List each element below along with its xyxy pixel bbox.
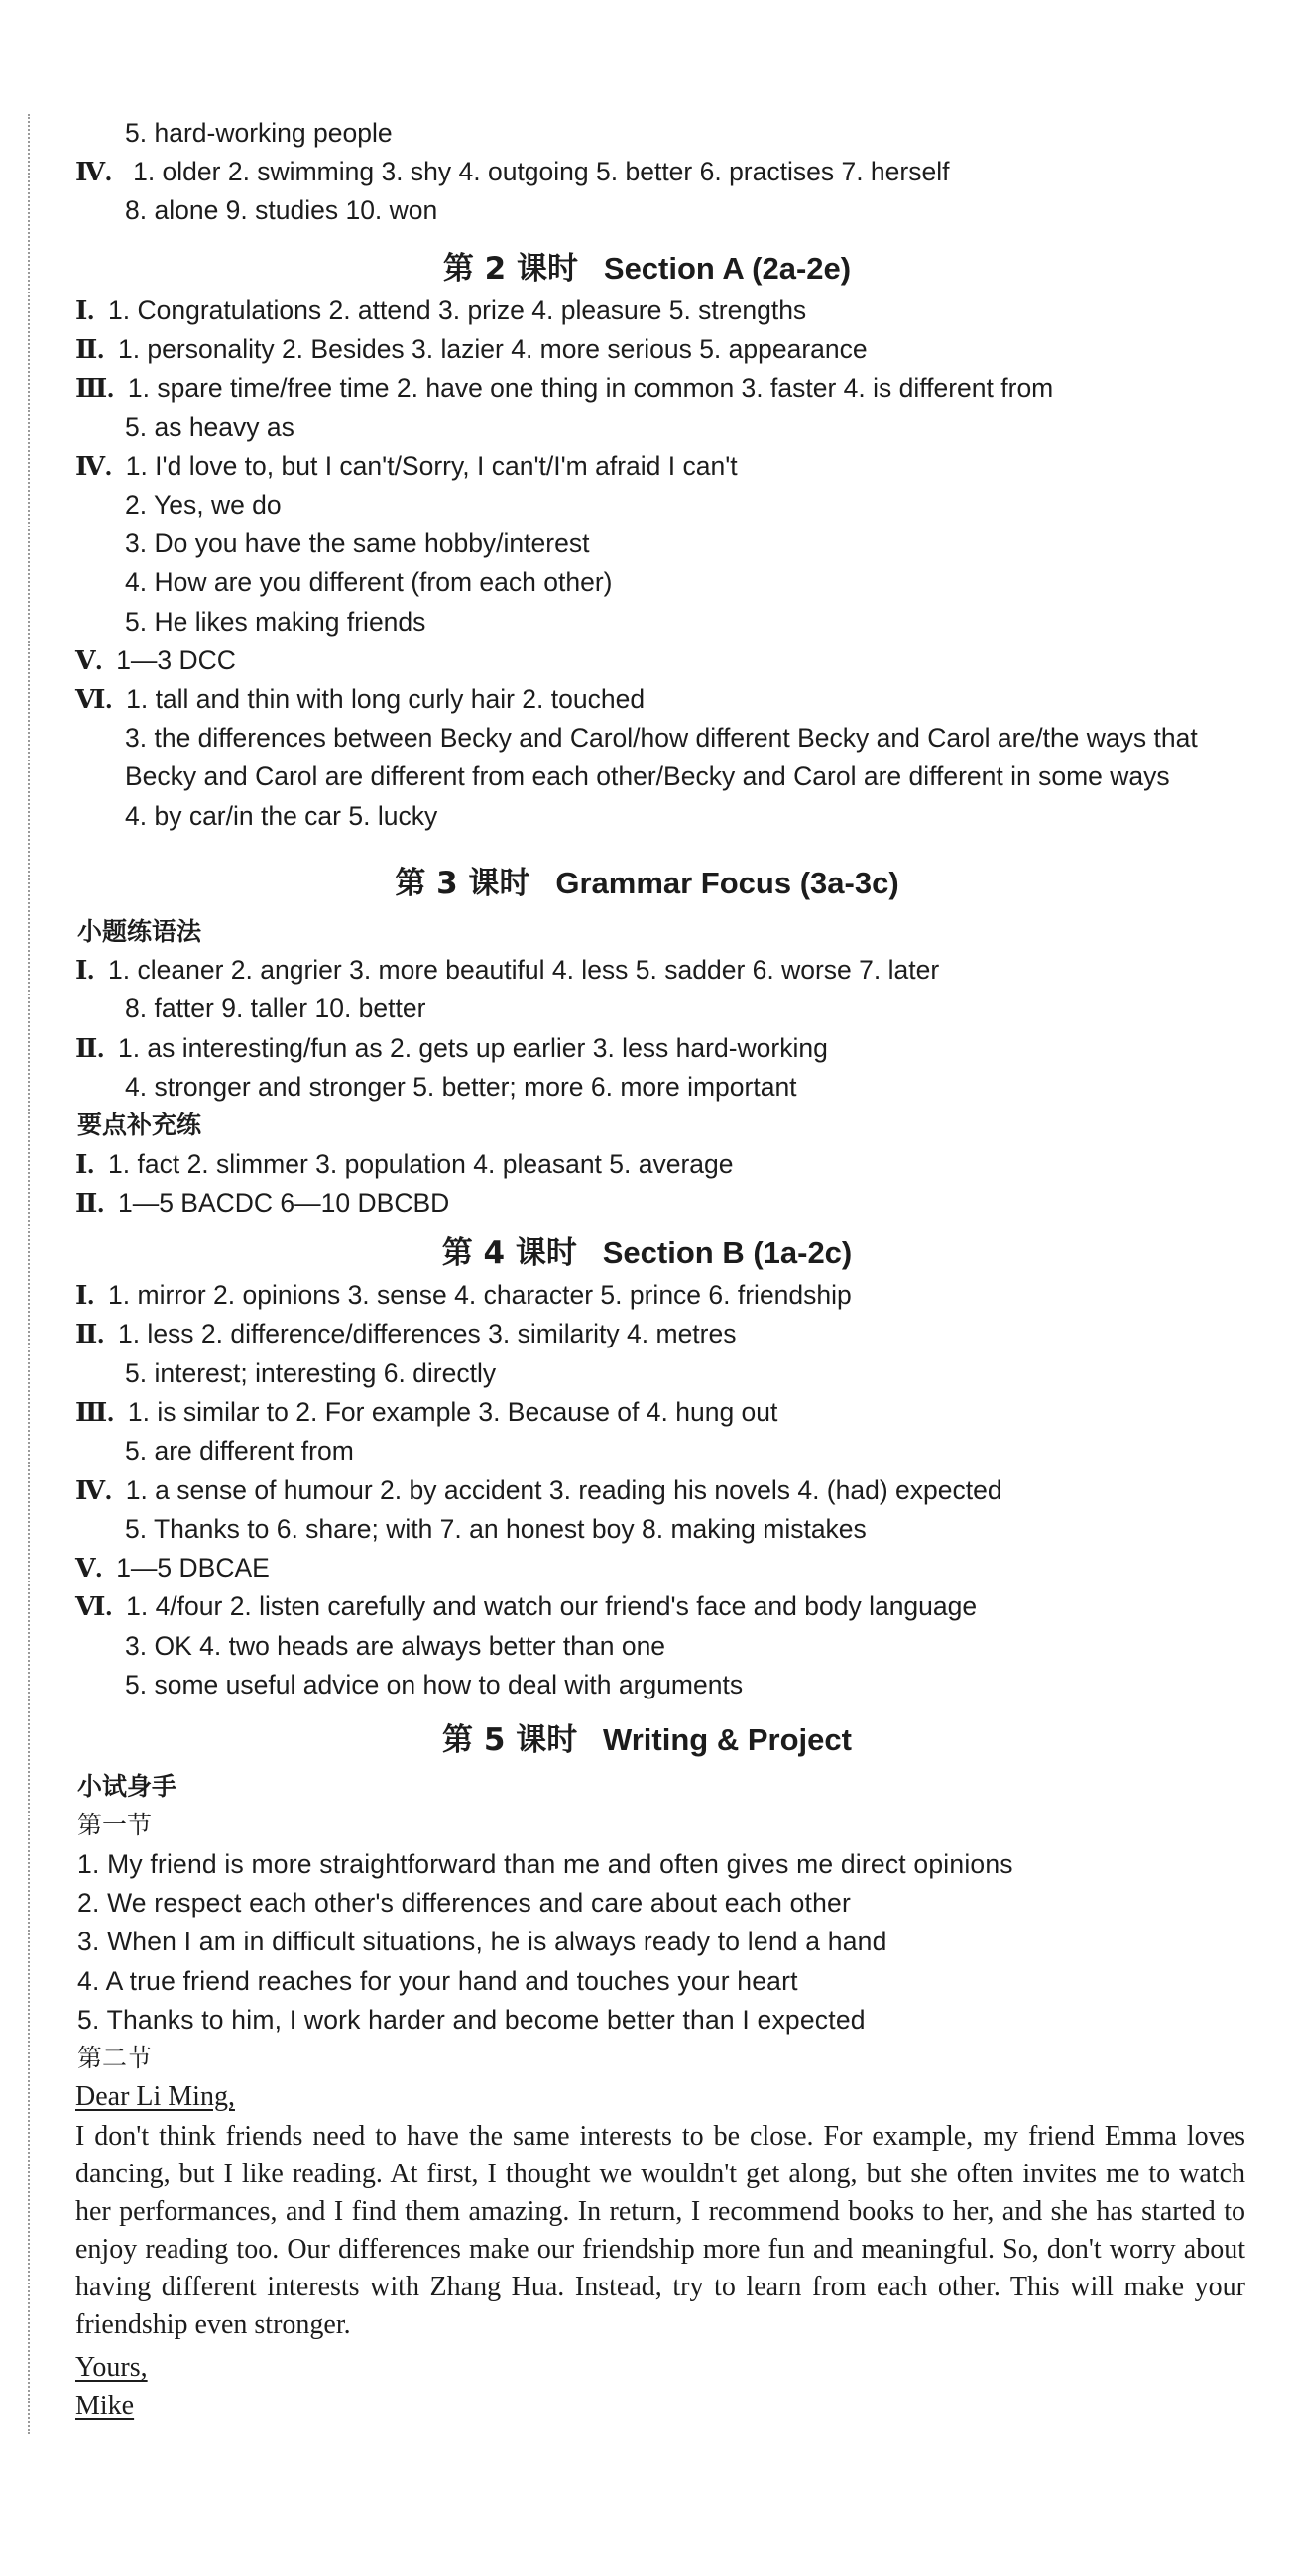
roman-numeral: Ⅱ. [75,1188,104,1219]
section-heading-5: 第 5 课时 Writing & Project [442,1722,852,1758]
answer-line: Ⅱ. 1—5 BACDC 6—10 DBCBD [75,1185,449,1221]
roman-numeral: Ⅴ. [75,1553,103,1583]
subheading-grammar-practice: 小题练语法 [77,917,202,946]
answer-line: 5. some useful advice on how to deal with arguments [125,1670,744,1699]
roman-numeral: Ⅰ. [75,295,95,325]
answer-line: 2. Yes, we do [125,490,282,520]
roman-numeral: Ⅲ. [75,1396,114,1427]
sentence-line: 2. We respect each other's differences and care about each other [77,1888,851,1919]
roman-numeral: Ⅱ. [75,1032,104,1063]
answer-line: 4. How are you different (from each other) [125,567,613,598]
answer-line: Ⅲ. 1. is similar to 2. For example 3. Because of 4. hung out [75,1394,777,1430]
roman-numeral: Ⅱ. [75,334,104,365]
letter-body: I don't think friends need to have the same interests to be close. For example, my friend Emma loves dancing, but I like reading. At first, I thought we wouldn't get along, but she often invites me to watch her performances, and I find them amazing. In return, I recommend books to her, and she has started to enjoy reading too. Our differences make our friendship more fun and meaningful. So, don't worry about having different interests with Zhang Hua. Instead, try to learn from each other. This will make your friendship even stronger. [75,2121,1245,2340]
roman-numeral: Ⅳ. [75,450,112,481]
roman-numeral: Ⅰ. [75,1280,95,1310]
answer-line: 5. He likes making friends [125,606,426,637]
answer-line: Ⅵ. 1. tall and thin with long curly hair 2. touched [75,681,645,717]
answer-line: Ⅵ. 1. 4/four 2. listen carefully and watch our friend's face and body language [75,1588,977,1624]
subheading-section-2: 第二节 [77,2044,153,2072]
answer-line: Ⅳ. 1. a sense of humour 2. by accident 3. reading his novels 4. (had) expected [75,1472,1002,1508]
roman-numeral: Ⅳ. [75,157,112,186]
roman-numeral: Ⅰ. [75,1149,95,1179]
subheading-try-it: 小试身手 [77,1772,177,1801]
answer-line: Ⅴ. 1—3 DCC [75,643,236,678]
sentence-line: 1. My friend is more straightforward than me and often gives me direct opinions [77,1849,1013,1879]
sentence-line: 5. Thanks to him, I work harder and become better than I expected [77,2004,866,2035]
roman-numeral: Ⅰ. [75,955,95,985]
roman-numeral: Ⅳ. [75,1474,112,1505]
subheading-section-1: 第一节 [77,1811,153,1839]
answer-line: 4. by car/in the car 5. lucky [125,800,438,831]
answer-line: 3. the differences between Becky and Carol/how different Becky and Carol are/the ways that [125,723,1198,754]
section-heading-3: 第 3 课时 Grammar Focus (3a-3c) [395,866,899,901]
answer-line: 4. stronger and stronger 5. better; more 6. more important [125,1071,797,1102]
roman-numeral: Ⅵ. [75,1591,113,1622]
section-heading-4: 第 4 课时 Section B (1a-2c) [441,1235,853,1271]
answer-line: 3. OK 4. two heads are always better than one [125,1630,666,1661]
subheading-key-points: 要点补充练 [77,1111,202,1139]
roman-numeral: Ⅴ. [75,644,103,675]
answer-line: Ⅱ. 1. personality 2. Besides 3. lazier 4. more serious 5. appearance [75,331,868,367]
sentence-line: 3. When I am in difficult situations, he is always ready to lend a hand [77,1927,887,1957]
letter-greeting: Dear Li Ming, [75,2081,235,2112]
roman-numeral: Ⅱ. [75,1319,104,1349]
section-heading-2: 第 2 课时 Section A (2a-2e) [442,251,852,287]
binding-margin-line [28,114,30,2434]
answer-line: Ⅱ. 1. as interesting/fun as 2. gets up earlier 3. less hard-working [75,1030,828,1066]
answer-line: 8. alone 9. studies 10. won [125,195,438,225]
answer-line: 5. as heavy as [125,411,294,442]
answer-line: Becky and Carol are different from each other/Becky and Carol are different in some ways [125,761,1170,792]
answer-line: Ⅳ. 1. I'd love to, but I can't/Sorry, I can't/I'm afraid I can't [75,448,738,484]
answer-line: Ⅰ. 1. mirror 2. opinions 3. sense 4. character 5. prince 6. friendship [75,1277,852,1313]
answer-line: 8. fatter 9. taller 10. better [125,994,426,1024]
answer-line: 5. Thanks to 6. share; with 7. an honest boy 8. making mistakes [125,1513,867,1544]
answer-line: Ⅰ. 1. cleaner 2. angrier 3. more beautiful 4. less 5. sadder 6. worse 7. later [75,952,939,988]
answer-line: Ⅱ. 1. less 2. difference/differences 3. similarity 4. metres [75,1316,736,1351]
answer-line: 3. Do you have the same hobby/interest [125,528,590,559]
answer-line: Ⅳ. 1. older 2. swimming 3. shy 4. outgoing 5. better 6. practises 7. herself [75,154,949,189]
sentence-line: 4. A true friend reaches for your hand and touches your heart [77,1965,798,1996]
answer-line: Ⅰ. 1. Congratulations 2. attend 3. prize 4. pleasure 5. strengths [75,293,806,328]
answer-line: 5. are different from [125,1436,354,1466]
letter-closing: Yours, [75,2352,148,2383]
roman-numeral: Ⅲ. [75,373,114,404]
answer-line: 5. hard-working people [125,118,393,148]
answer-line: 5. interest; interesting 6. directly [125,1357,497,1388]
answer-line: Ⅰ. 1. fact 2. slimmer 3. population 4. pleasant 5. average [75,1146,734,1182]
roman-numeral: Ⅵ. [75,684,113,714]
letter-signature: Mike [75,2391,135,2421]
answer-line: Ⅲ. 1. spare time/free time 2. have one thing in common 3. faster 4. is different from [75,370,1053,406]
answer-line: Ⅴ. 1—5 DBCAE [75,1550,270,1585]
